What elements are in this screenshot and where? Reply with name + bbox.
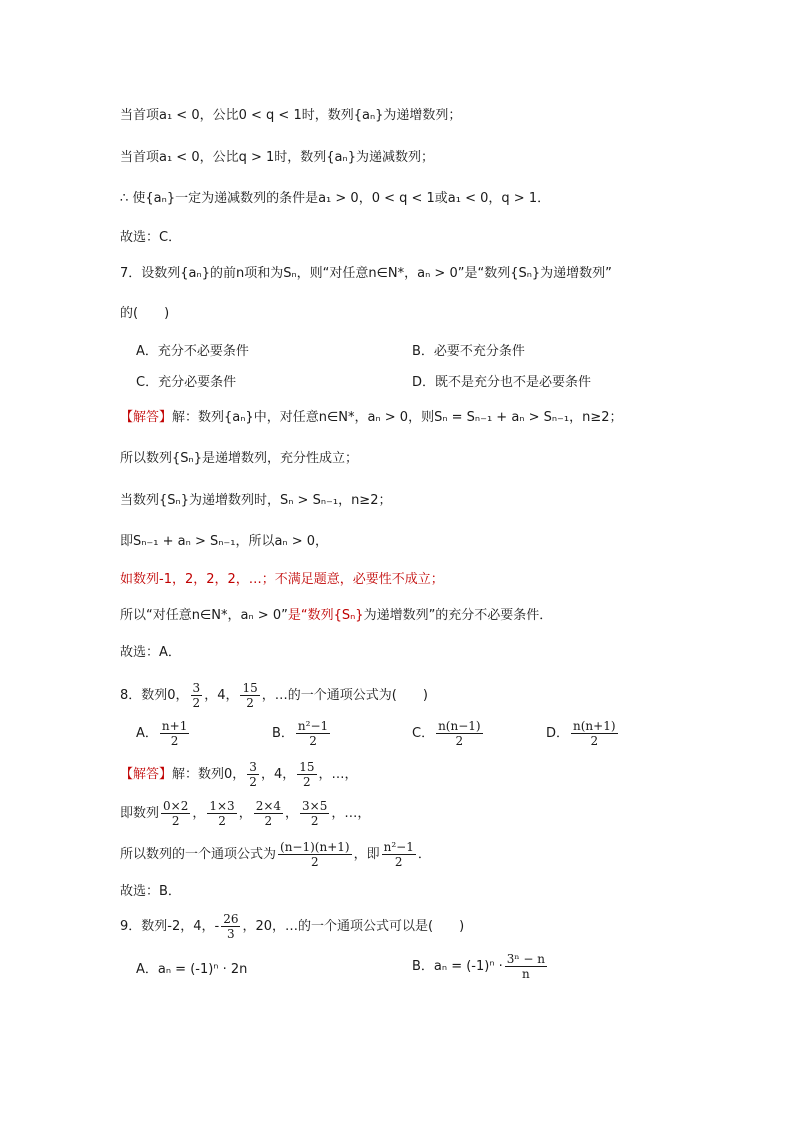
frac-den: 2 — [246, 696, 254, 710]
option-label: B．aₙ = (-1)ⁿ · — [412, 959, 503, 974]
q8-option-c — [412, 718, 485, 750]
a8-3-pre: 所以数列的一个通项公式为 — [120, 847, 277, 862]
q7-solution-line-6 — [120, 607, 552, 625]
fraction-3-2 — [247, 760, 259, 789]
frac-den: 2 — [590, 734, 599, 748]
q8-option-d — [546, 718, 620, 750]
question-7-stem-cont: 的( ) — [120, 306, 170, 321]
frac-den: 3 — [227, 927, 235, 941]
q8-solution-line-3 — [120, 838, 431, 872]
q9-option-b — [412, 950, 549, 984]
a8-2-pre: 即数列 — [120, 806, 160, 821]
fraction-3-2 — [191, 681, 203, 710]
question-9-stem — [120, 910, 464, 944]
frac-num: 15 — [242, 681, 258, 695]
frac-den: 2 — [218, 814, 226, 828]
fraction-option-d — [571, 719, 618, 748]
q9-option-a: A．aₙ = (-1)ⁿ · 2n — [136, 962, 248, 977]
answer-tag: 【解答】 — [120, 767, 173, 782]
frac-num: 0×2 — [163, 799, 189, 813]
fraction-26-3 — [221, 912, 240, 941]
answer-tag: 【解答】 — [120, 410, 173, 425]
q8-option-b — [272, 718, 332, 750]
a8-3-post: ． — [417, 847, 431, 862]
counterexample-note: ；不满足题意，必要性不成立； — [261, 572, 444, 587]
q8-solution-line-2: 即数列 $\frac{0\times 2}{2}$ ， $\frac{1\times 3}{2}$ ， $\frac{2\times 4}{2}$ ， $\frac{3\times 5}{2}$ ，…， — [120, 799, 371, 828]
q8-option-a — [136, 718, 191, 750]
a8-pre: 解：数列0， — [172, 767, 246, 782]
counterexample-sequence: -1，2，2，2，… — [159, 572, 262, 587]
frac-den: 2 — [303, 775, 311, 789]
q7-solution-text-1: 解：数列{aₙ}中，对任意n∈N*，aₙ > 0，则Sₙ = Sₙ₋₁ + aₙ > Sₙ₋₁，n≥2； — [172, 410, 623, 425]
fraction-term-4 — [300, 799, 329, 828]
frac-num: 3 — [249, 760, 257, 774]
q7-option-c: C．充分必要条件 — [136, 375, 237, 390]
solution-line-1: 当首项a₁ < 0，公比0 < q < 1时，数列{aₙ}为递增数列； — [120, 108, 462, 123]
fraction-term-2 — [207, 799, 236, 828]
conclusion-part-1: 所以“对任意n∈N*，aₙ > 0” — [120, 608, 288, 623]
q9-post: ，20，…的一个通项公式可以是( ) — [242, 919, 465, 934]
frac-num: 3×5 — [302, 799, 328, 813]
answer-line-q6: 故选：C． — [120, 230, 182, 245]
answer-line-q7: 故选：A． — [120, 645, 181, 660]
fraction-15-2 — [297, 760, 316, 789]
q7-solution-line-1 — [120, 409, 623, 427]
frac-num: n²−1 — [383, 840, 414, 854]
frac-num: n²−1 — [297, 719, 329, 733]
q8-solution-line-1 — [120, 758, 358, 792]
frac-num: 15 — [299, 760, 315, 774]
frac-den: 2 — [249, 775, 257, 789]
question-8-stem — [120, 679, 428, 713]
frac-den: 2 — [171, 814, 180, 828]
fraction-option-b — [505, 952, 547, 981]
frac-num: 26 — [223, 912, 239, 926]
option-label: C． — [412, 726, 435, 741]
frac-den: 2 — [310, 855, 319, 869]
frac-den: 2 — [309, 734, 317, 748]
fraction-general-term — [278, 840, 352, 869]
frac-den: n — [522, 967, 530, 981]
q9-pre: 9．数列-2，4，- — [120, 919, 220, 934]
question-7-stem: 7．设数列{aₙ}的前n项和为Sₙ，则“对任意n∈N*，aₙ > 0”是“数列{Sₙ}为递增数列” — [120, 266, 612, 281]
fraction-15-2 — [240, 681, 259, 710]
option-label: D． — [546, 726, 570, 741]
frac-den: 2 — [170, 734, 179, 748]
q7-option-b: B．必要不充分条件 — [412, 344, 525, 359]
a8-post: ，…， — [318, 767, 358, 782]
answer-line-q8: 故选：B． — [120, 884, 181, 899]
q7-option-a: A．充分不必要条件 — [136, 344, 249, 359]
counterexample-label: 如数列 — [120, 572, 160, 587]
frac-num: (n−1)(n+1) — [280, 840, 350, 854]
frac-den: 2 — [192, 696, 201, 710]
fraction-option-a — [160, 719, 189, 748]
option-label: A． — [136, 726, 158, 741]
a8-3-mid: ，即 — [353, 847, 380, 862]
frac-den: 2 — [455, 734, 464, 748]
fraction-general-term-simplified — [382, 840, 416, 869]
option-label: B． — [272, 726, 294, 741]
frac-num: 3ⁿ − n — [506, 952, 546, 966]
frac-num: n+1 — [161, 719, 188, 733]
fraction-option-b — [296, 719, 330, 748]
q7-solution-line-3: 当数列{Sₙ}为递增数列时，Sₙ > Sₙ₋₁，n≥2； — [120, 493, 392, 508]
q7-solution-line-2: 所以数列{Sₙ}是递增数列，充分性成立； — [120, 451, 358, 466]
frac-num: n(n+1) — [573, 719, 616, 733]
a8-mid: ，4， — [260, 767, 296, 782]
frac-den: 2 — [310, 814, 319, 828]
fraction-term-1 — [161, 799, 190, 828]
frac-num: 2×4 — [255, 799, 282, 813]
q8-mid: ，4， — [204, 688, 239, 703]
solution-line-3: ∴ 使{aₙ}一定为递减数列的条件是a₁ > 0，0 < q < 1或a₁ < 0，q > 1． — [120, 191, 551, 206]
q8-post: ，…的一个通项公式为( ) — [261, 688, 428, 703]
conclusion-part-2: 是“数列{Sₙ} — [287, 608, 364, 623]
frac-num: 3 — [192, 681, 201, 695]
q7-option-d: D．既不是充分也不是必要条件 — [412, 375, 592, 390]
frac-den: 2 — [394, 855, 403, 869]
q8-pre: 8．数列0， — [120, 688, 189, 703]
q7-solution-line-5 — [120, 571, 444, 589]
frac-den: 2 — [264, 814, 273, 828]
conclusion-part-3: 为递增数列”的充分不必要条件． — [363, 608, 553, 623]
q7-solution-line-4: 即Sₙ₋₁ + aₙ > Sₙ₋₁，所以aₙ > 0， — [120, 534, 329, 549]
a8-2-post: ，…， — [331, 806, 371, 821]
fraction-option-c — [436, 719, 483, 748]
frac-num: n(n−1) — [438, 719, 481, 733]
frac-num: 1×3 — [209, 799, 235, 813]
fraction-term-3 — [254, 799, 283, 828]
solution-line-2: 当首项a₁ < 0，公比q > 1时，数列{aₙ}为递减数列； — [120, 150, 434, 165]
